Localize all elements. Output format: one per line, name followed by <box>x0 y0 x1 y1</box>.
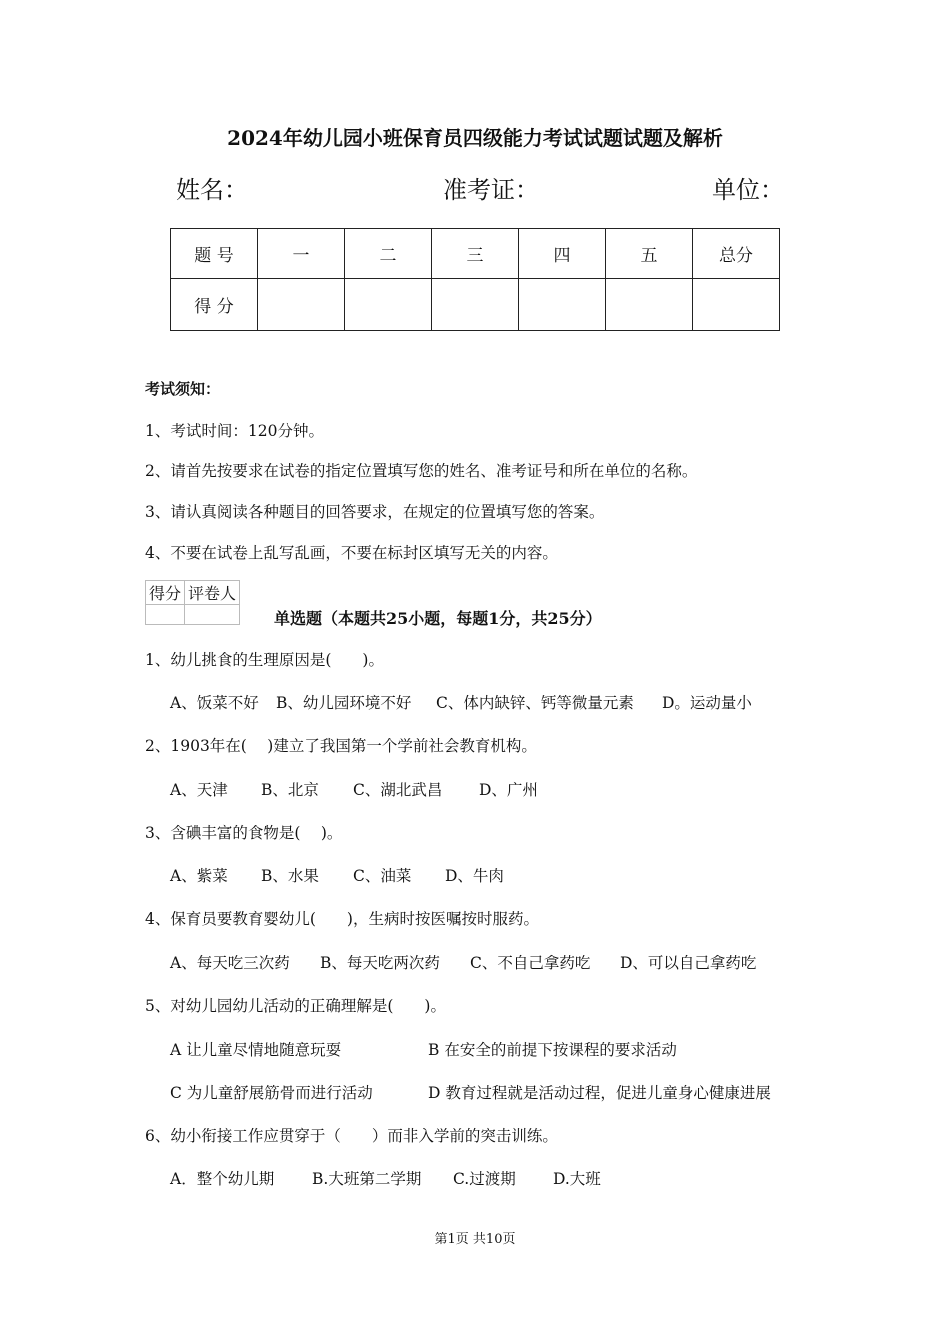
score-table-score-row <box>171 279 780 331</box>
grader-score-label: 得分 <box>146 581 185 605</box>
score-table-cell: 总分 <box>693 229 780 279</box>
grader-box <box>145 580 240 625</box>
question-text: 6、幼小衔接工作应贯穿于（ ）而非入学前的突击训练。 <box>145 1127 558 1145</box>
page-footer: 第1页 共10页 <box>434 1232 516 1247</box>
section-title: 单选题（本题共25小题，每题1分，共25分） <box>274 609 602 628</box>
question-option: A、天津 <box>170 781 228 799</box>
question-text: 1、幼儿挑食的生理原因是( )。 <box>145 651 384 669</box>
score-entry-cell[interactable] <box>432 279 519 331</box>
question-option: C、湖北武昌 <box>353 781 443 799</box>
score-table-cell: 二 <box>345 229 432 279</box>
unit-field-label: 单位： <box>712 176 784 204</box>
score-entry-cell[interactable] <box>258 279 345 331</box>
question-text: 4、保育员要教育婴幼儿( )，生病时按医嘱按时服药。 <box>145 910 539 928</box>
score-table <box>170 228 780 331</box>
question-option: A．整个幼儿期 <box>170 1170 275 1188</box>
name-field-label: 姓名： <box>176 176 248 204</box>
score-entry-cell[interactable] <box>345 279 432 331</box>
grader-score-cell[interactable] <box>146 605 185 625</box>
score-entry-cell[interactable] <box>519 279 606 331</box>
notice-heading: 考试须知： <box>145 380 221 398</box>
question-option: B、北京 <box>261 781 319 799</box>
question-option: A 让儿童尽情地随意玩耍 <box>170 1041 342 1059</box>
question-option: D 教育过程就是活动过程，促进儿童身心健康进展 <box>428 1084 771 1102</box>
score-entry-cell[interactable] <box>693 279 780 331</box>
question-option: C、体内缺锌、钙等微量元素 <box>436 694 634 712</box>
question-option: B、幼儿园环境不好 <box>276 694 412 712</box>
score-table-header-row <box>171 229 780 279</box>
question-option: B、每天吃两次药 <box>320 954 440 972</box>
question-option: C、油菜 <box>353 867 412 885</box>
page-title: 2024年幼儿园小班保育员四级能力考试试题试题及解析 <box>227 126 723 150</box>
question-option: B 在安全的前提下按课程的要求活动 <box>428 1041 677 1059</box>
score-table-cell: 题 号 <box>171 229 258 279</box>
question-option: C、不自己拿药吃 <box>470 954 591 972</box>
question-option: A、紫菜 <box>170 867 228 885</box>
question-text: 5、对幼儿园幼儿活动的正确理解是( )。 <box>145 997 446 1015</box>
question-option: C 为儿童舒展筋骨而进行活动 <box>170 1084 373 1102</box>
score-entry-cell[interactable] <box>606 279 693 331</box>
question-option: A、饭菜不好 <box>170 694 259 712</box>
notice-item: 2、请首先按要求在试卷的指定位置填写您的姓名、准考证号和所在单位的名称。 <box>145 462 698 480</box>
score-table-cell: 三 <box>432 229 519 279</box>
score-table-cell: 一 <box>258 229 345 279</box>
question-option: A、每天吃三次药 <box>170 954 290 972</box>
score-table-cell: 四 <box>519 229 606 279</box>
question-option: B、水果 <box>261 867 319 885</box>
question-option: B.大班第二学期 <box>312 1170 422 1188</box>
grader-reviewer-cell[interactable] <box>185 605 240 625</box>
question-text: 3、含碘丰富的食物是( )。 <box>145 824 343 842</box>
question-option: D、可以自己拿药吃 <box>620 954 757 972</box>
question-option: D、广州 <box>479 781 538 799</box>
grader-reviewer-label: 评卷人 <box>185 581 240 605</box>
question-option: D、牛肉 <box>445 867 504 885</box>
question-option: D。运动量小 <box>662 694 752 712</box>
question-option: D.大班 <box>553 1170 601 1188</box>
score-table-cell: 五 <box>606 229 693 279</box>
notice-item: 4、不要在试卷上乱写乱画，不要在标封区填写无关的内容。 <box>145 544 558 562</box>
exam-number-field-label: 准考证： <box>443 176 539 204</box>
question-option: C.过渡期 <box>453 1170 516 1188</box>
notice-item: 1、考试时间：120分钟。 <box>145 422 324 440</box>
notice-item: 3、请认真阅读各种题目的回答要求，在规定的位置填写您的答案。 <box>145 503 605 521</box>
score-table-cell: 得 分 <box>171 279 258 331</box>
question-text: 2、1903年在( )建立了我国第一个学前社会教育机构。 <box>145 737 537 755</box>
